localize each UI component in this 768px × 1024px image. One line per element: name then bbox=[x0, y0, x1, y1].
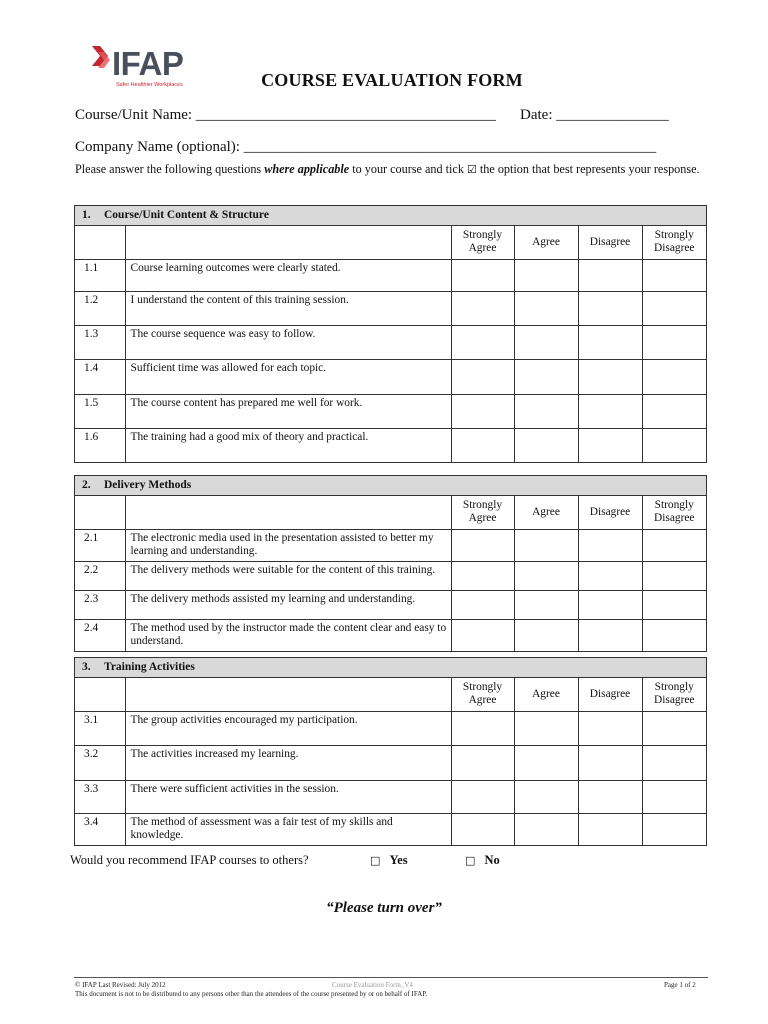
item-number: 3.4 bbox=[75, 813, 125, 845]
table-row bbox=[75, 745, 706, 780]
col-strongly-agree: Strongly Agree bbox=[451, 496, 514, 529]
response-cell[interactable] bbox=[642, 619, 706, 651]
item-number: 3.1 bbox=[75, 711, 125, 745]
response-cell[interactable] bbox=[642, 291, 706, 325]
item-number: 2.4 bbox=[75, 619, 125, 651]
table-row bbox=[75, 561, 706, 590]
response-cell[interactable] bbox=[514, 291, 578, 325]
item-question: The course content has prepared me well for work. bbox=[125, 394, 451, 428]
intro-emphasis: where applicable bbox=[264, 162, 350, 176]
col-strongly-disagree: Strongly Disagree bbox=[642, 226, 706, 259]
item-number: 3.2 bbox=[75, 745, 125, 780]
response-cell[interactable] bbox=[642, 325, 706, 359]
item-number: 2.2 bbox=[75, 561, 125, 590]
item-number: 1.4 bbox=[75, 359, 125, 394]
checkbox-icon[interactable]: □ bbox=[465, 854, 476, 867]
table-row bbox=[75, 590, 706, 619]
section-number: 1. bbox=[82, 209, 91, 221]
response-cell[interactable] bbox=[578, 359, 642, 394]
response-cell[interactable] bbox=[514, 619, 578, 651]
response-cell[interactable] bbox=[578, 619, 642, 651]
response-cell[interactable] bbox=[514, 359, 578, 394]
item-question: The delivery methods were suitable for the content of this training. bbox=[125, 561, 451, 590]
response-cell[interactable] bbox=[642, 259, 706, 291]
column-header-row bbox=[75, 226, 706, 259]
response-cell[interactable] bbox=[642, 561, 706, 590]
response-cell[interactable] bbox=[451, 325, 514, 359]
recommend-question: Would you recommend IFAP courses to others? bbox=[70, 853, 309, 867]
response-cell[interactable] bbox=[514, 325, 578, 359]
section-3-table bbox=[74, 657, 707, 846]
recommend-no-option[interactable] bbox=[465, 853, 500, 868]
blank-cell bbox=[75, 678, 125, 711]
blank-cell bbox=[125, 226, 451, 259]
table-row bbox=[75, 291, 706, 325]
section-2-header bbox=[75, 476, 706, 496]
response-cell[interactable] bbox=[451, 780, 514, 813]
table-row bbox=[75, 428, 706, 462]
footer-page-number: Page 1 of 2 bbox=[664, 981, 696, 989]
table-row bbox=[75, 529, 706, 561]
response-cell[interactable] bbox=[578, 394, 642, 428]
response-cell[interactable] bbox=[514, 780, 578, 813]
response-cell[interactable] bbox=[578, 711, 642, 745]
rating-table bbox=[75, 496, 706, 651]
item-number: 1.1 bbox=[75, 259, 125, 291]
section-2-table bbox=[74, 475, 707, 652]
col-strongly-disagree: Strongly Disagree bbox=[642, 678, 706, 711]
section-number: 3. bbox=[82, 661, 91, 673]
recommend-yes-option[interactable] bbox=[370, 853, 408, 868]
table-row bbox=[75, 394, 706, 428]
item-number: 1.6 bbox=[75, 428, 125, 462]
please-turn-over: “Please turn over” bbox=[326, 900, 442, 916]
logo-text: IFAP bbox=[112, 45, 184, 82]
response-cell[interactable] bbox=[451, 561, 514, 590]
section-3-header bbox=[75, 658, 706, 678]
response-cell[interactable] bbox=[514, 428, 578, 462]
item-question: The electronic media used in the presentation assisted to better my learning and understanding. bbox=[125, 529, 451, 561]
col-strongly-agree: Strongly Agree bbox=[451, 226, 514, 259]
response-cell[interactable] bbox=[642, 745, 706, 780]
response-cell[interactable] bbox=[451, 813, 514, 845]
instructions bbox=[75, 162, 715, 178]
response-cell[interactable] bbox=[514, 561, 578, 590]
yes-label: Yes bbox=[389, 853, 408, 867]
table-row bbox=[75, 813, 706, 845]
column-header-row bbox=[75, 678, 706, 711]
col-agree: Agree bbox=[514, 496, 578, 529]
response-cell[interactable] bbox=[578, 529, 642, 561]
section-1-header bbox=[75, 206, 706, 226]
response-cell[interactable] bbox=[451, 529, 514, 561]
table-row bbox=[75, 259, 706, 291]
footer-divider bbox=[74, 977, 708, 978]
section-title: Training Activities bbox=[104, 661, 195, 673]
response-cell[interactable] bbox=[514, 394, 578, 428]
col-strongly-disagree: Strongly Disagree bbox=[642, 496, 706, 529]
response-cell[interactable] bbox=[578, 428, 642, 462]
section-number: 2. bbox=[82, 479, 91, 491]
response-cell[interactable] bbox=[451, 359, 514, 394]
blank-cell bbox=[75, 226, 125, 259]
item-question: I understand the content of this training session. bbox=[125, 291, 451, 325]
response-cell[interactable] bbox=[578, 561, 642, 590]
response-cell[interactable] bbox=[514, 590, 578, 619]
rating-table bbox=[75, 226, 706, 462]
col-disagree: Disagree bbox=[578, 226, 642, 259]
response-cell[interactable] bbox=[578, 813, 642, 845]
section-1-table bbox=[74, 205, 707, 463]
item-question: The method used by the instructor made the content clear and easy to understand. bbox=[125, 619, 451, 651]
item-number: 1.2 bbox=[75, 291, 125, 325]
item-question: Sufficient time was allowed for each topic. bbox=[125, 359, 451, 394]
item-question: The method of assessment was a fair test of my skills and knowledge. bbox=[125, 813, 451, 845]
intro-text-3: the option that best represents your response. bbox=[476, 162, 700, 176]
section-title: Course/Unit Content & Structure bbox=[104, 209, 269, 221]
footer-form-version: Course Evaluation Form_V4 bbox=[332, 981, 413, 989]
col-agree: Agree bbox=[514, 678, 578, 711]
company-name-field[interactable]: Company Name (optional): _______________________________________________________ bbox=[75, 139, 657, 155]
item-question: Course learning outcomes were clearly stated. bbox=[125, 259, 451, 291]
form-title: COURSE EVALUATION FORM bbox=[261, 70, 523, 90]
rating-table bbox=[75, 678, 706, 845]
item-question: The group activities encouraged my participation. bbox=[125, 711, 451, 745]
table-row bbox=[75, 359, 706, 394]
table-row bbox=[75, 325, 706, 359]
no-label: No bbox=[484, 853, 500, 867]
item-question: The training had a good mix of theory and practical. bbox=[125, 428, 451, 462]
response-cell[interactable] bbox=[451, 711, 514, 745]
response-cell[interactable] bbox=[451, 428, 514, 462]
response-cell[interactable] bbox=[642, 359, 706, 394]
item-number: 1.5 bbox=[75, 394, 125, 428]
col-disagree: Disagree bbox=[578, 496, 642, 529]
item-question: The course sequence was easy to follow. bbox=[125, 325, 451, 359]
table-row bbox=[75, 619, 706, 651]
response-cell[interactable] bbox=[642, 813, 706, 845]
response-cell[interactable] bbox=[642, 780, 706, 813]
checkbox-icon[interactable]: □ bbox=[370, 854, 381, 867]
blank-cell bbox=[125, 678, 451, 711]
logo-tagline: Safer Healthier Workplaces bbox=[116, 82, 183, 88]
course-name-field[interactable]: Course/Unit Name: ________________________________________ bbox=[75, 107, 496, 123]
response-cell[interactable] bbox=[578, 590, 642, 619]
response-cell[interactable] bbox=[642, 711, 706, 745]
item-question: There were sufficient activities in the session. bbox=[125, 780, 451, 813]
footer-notice: This document is not to be distributed to any persons other than the attendees of the course presented by or on behalf of IFAP. bbox=[75, 990, 428, 998]
col-disagree: Disagree bbox=[578, 678, 642, 711]
item-question: The delivery methods assisted my learning and understanding. bbox=[125, 590, 451, 619]
table-row bbox=[75, 711, 706, 745]
col-agree: Agree bbox=[514, 226, 578, 259]
response-cell[interactable] bbox=[578, 745, 642, 780]
response-cell[interactable] bbox=[451, 259, 514, 291]
intro-text-1: Please answer the following questions bbox=[75, 162, 265, 176]
response-cell[interactable] bbox=[514, 813, 578, 845]
response-cell[interactable] bbox=[514, 745, 578, 780]
response-cell[interactable] bbox=[578, 259, 642, 291]
item-number: 1.3 bbox=[75, 325, 125, 359]
blank-cell bbox=[75, 496, 125, 529]
date-field[interactable]: Date: _______________ bbox=[520, 107, 669, 123]
column-header-row bbox=[75, 496, 706, 529]
item-number: 3.3 bbox=[75, 780, 125, 813]
response-cell[interactable] bbox=[514, 259, 578, 291]
table-row bbox=[75, 780, 706, 813]
response-cell[interactable] bbox=[451, 590, 514, 619]
response-cell[interactable] bbox=[514, 529, 578, 561]
response-cell[interactable] bbox=[642, 529, 706, 561]
col-strongly-agree: Strongly Agree bbox=[451, 678, 514, 711]
response-cell[interactable] bbox=[451, 745, 514, 780]
response-cell[interactable] bbox=[578, 780, 642, 813]
response-cell[interactable] bbox=[578, 291, 642, 325]
intro-text-2: to your course and tick bbox=[349, 162, 467, 176]
item-number: 2.3 bbox=[75, 590, 125, 619]
response-cell[interactable] bbox=[578, 325, 642, 359]
item-question: The activities increased my learning. bbox=[125, 745, 451, 780]
response-cell[interactable] bbox=[642, 590, 706, 619]
response-cell[interactable] bbox=[642, 394, 706, 428]
response-cell[interactable] bbox=[451, 291, 514, 325]
response-cell[interactable] bbox=[451, 619, 514, 651]
response-cell[interactable] bbox=[642, 428, 706, 462]
section-title: Delivery Methods bbox=[104, 479, 192, 491]
footer-revised: © IFAP Last Revised: July 2012 bbox=[75, 981, 166, 989]
item-number: 2.1 bbox=[75, 529, 125, 561]
response-cell[interactable] bbox=[451, 394, 514, 428]
response-cell[interactable] bbox=[514, 711, 578, 745]
blank-cell bbox=[125, 496, 451, 529]
checkbox-checked-icon: ☑ bbox=[466, 163, 477, 176]
